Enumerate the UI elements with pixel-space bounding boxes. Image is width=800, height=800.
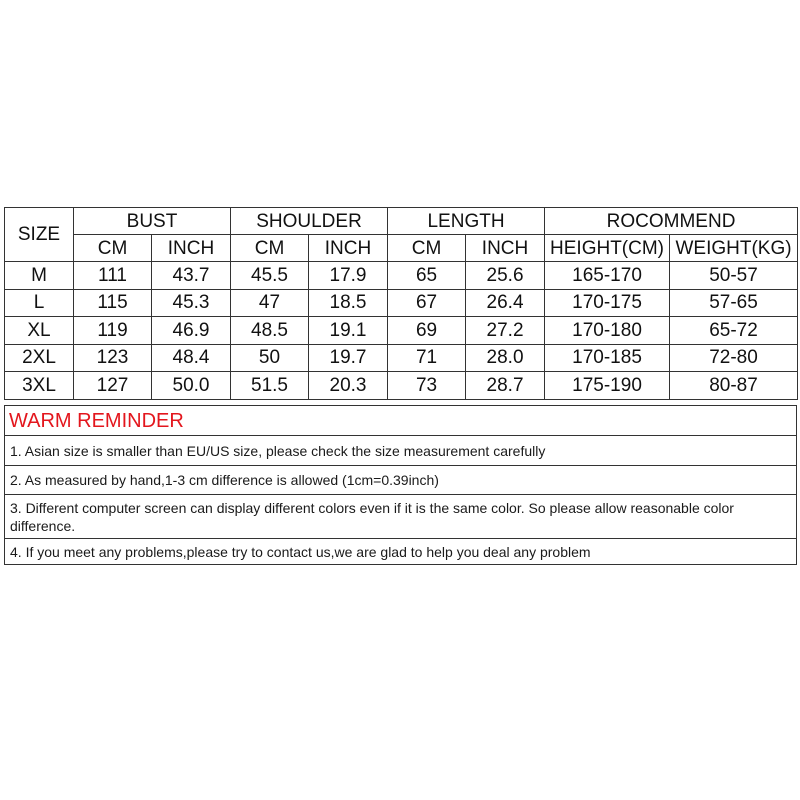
bust-inch-cell: 50.0 [152, 372, 231, 400]
shoulder-cm-cell: 50 [231, 344, 309, 372]
length-inch-cell: 28.7 [466, 372, 545, 400]
reminder-note-1: 1. Asian size is smaller than EU/US size, please check the size measurement carefully [5, 436, 797, 466]
table-row [5, 344, 798, 372]
size-label: XL [5, 317, 74, 345]
size-label: L [5, 289, 74, 317]
warm-reminder-table [4, 405, 797, 565]
size-column-header: SIZE [5, 208, 74, 262]
shoulder-group-header: SHOULDER [231, 208, 388, 235]
weight-cell: 65-72 [670, 317, 798, 345]
size-chart-table [4, 207, 798, 400]
bust-cm-cell: 115 [74, 289, 152, 317]
length-cm-cell: 69 [388, 317, 466, 345]
bust-cm-header: CM [74, 235, 152, 262]
shoulder-cm-cell: 51.5 [231, 372, 309, 400]
shoulder-cm-cell: 47 [231, 289, 309, 317]
height-cell: 165-170 [545, 262, 670, 290]
length-inch-header: INCH [466, 235, 545, 262]
height-cell: 170-185 [545, 344, 670, 372]
bust-inch-cell: 45.3 [152, 289, 231, 317]
shoulder-inch-cell: 18.5 [309, 289, 388, 317]
bust-inch-cell: 43.7 [152, 262, 231, 290]
table-row [5, 372, 798, 400]
weight-header: WEIGHT(KG) [670, 235, 798, 262]
height-cell: 175-190 [545, 372, 670, 400]
shoulder-cm-cell: 45.5 [231, 262, 309, 290]
size-label: 3XL [5, 372, 74, 400]
length-cm-cell: 67 [388, 289, 466, 317]
bust-cm-cell: 119 [74, 317, 152, 345]
height-cell: 170-180 [545, 317, 670, 345]
shoulder-inch-header: INCH [309, 235, 388, 262]
bust-group-header: BUST [74, 208, 231, 235]
bust-cm-cell: 111 [74, 262, 152, 290]
weight-cell: 80-87 [670, 372, 798, 400]
recommend-group-header: ROCOMMEND [545, 208, 798, 235]
reminder-note-2: 2. As measured by hand,1-3 cm difference is allowed (1cm=0.39inch) [5, 466, 797, 495]
length-cm-header: CM [388, 235, 466, 262]
group-header-row [5, 208, 798, 235]
weight-cell: 50-57 [670, 262, 798, 290]
length-inch-cell: 28.0 [466, 344, 545, 372]
bust-inch-cell: 48.4 [152, 344, 231, 372]
bust-cm-cell: 127 [74, 372, 152, 400]
size-label: 2XL [5, 344, 74, 372]
shoulder-inch-cell: 17.9 [309, 262, 388, 290]
weight-cell: 57-65 [670, 289, 798, 317]
shoulder-inch-cell: 20.3 [309, 372, 388, 400]
length-cm-cell: 73 [388, 372, 466, 400]
shoulder-inch-cell: 19.7 [309, 344, 388, 372]
height-cell: 170-175 [545, 289, 670, 317]
length-inch-cell: 26.4 [466, 289, 545, 317]
warm-reminder-title: WARM REMINDER [5, 406, 797, 436]
length-cm-cell: 71 [388, 344, 466, 372]
shoulder-cm-header: CM [231, 235, 309, 262]
unit-header-row [5, 235, 798, 262]
weight-cell: 72-80 [670, 344, 798, 372]
reminder-note-3: 3. Different computer screen can display different colors even if it is the same color. So please allow reasonable color difference. [5, 495, 797, 539]
table-row [5, 289, 798, 317]
length-group-header: LENGTH [388, 208, 545, 235]
height-header: HEIGHT(CM) [545, 235, 670, 262]
reminder-note-4: 4. If you meet any problems,please try to contact us,we are glad to help you deal any problem [5, 539, 797, 565]
bust-cm-cell: 123 [74, 344, 152, 372]
shoulder-cm-cell: 48.5 [231, 317, 309, 345]
length-inch-cell: 25.6 [466, 262, 545, 290]
length-inch-cell: 27.2 [466, 317, 545, 345]
table-row [5, 317, 798, 345]
shoulder-inch-cell: 19.1 [309, 317, 388, 345]
length-cm-cell: 65 [388, 262, 466, 290]
bust-inch-header: INCH [152, 235, 231, 262]
bust-inch-cell: 46.9 [152, 317, 231, 345]
table-row [5, 262, 798, 290]
size-label: M [5, 262, 74, 290]
